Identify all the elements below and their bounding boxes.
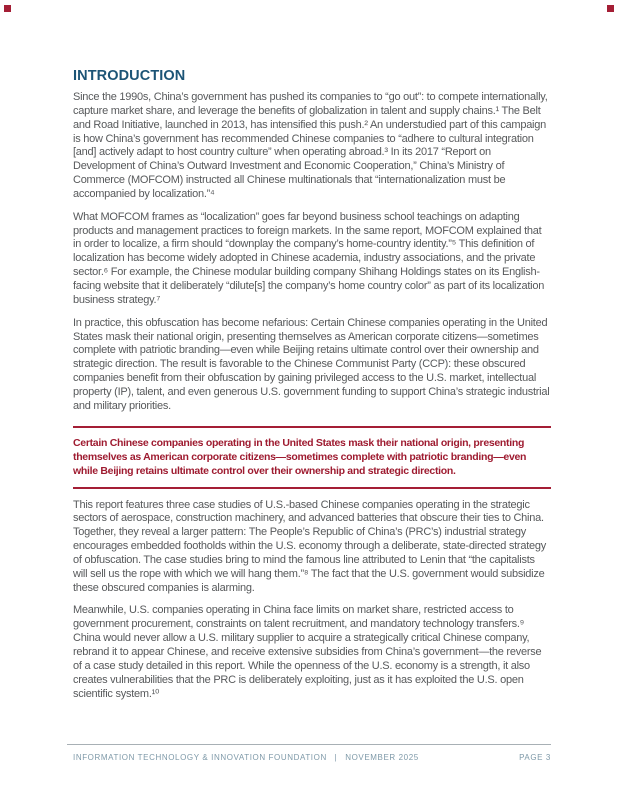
pull-quote-block	[73, 426, 551, 489]
corner-accent-right	[607, 5, 614, 12]
footer-page-number: PAGE 3	[519, 753, 551, 762]
footer-rule	[67, 744, 551, 745]
footer-org: INFORMATION TECHNOLOGY & INNOVATION FOUNDATION	[73, 753, 327, 762]
paragraph-4: This report features three case studies of U.S.-based Chinese companies operating in the strategic sectors of aerospace, construction machinery, and advanced batteries that obscure their ties to China. Together, they reveal a larger pattern: The People’s Republic of China’s (PRC’s) industrial strategy encourages embedded footholds within the U.S. economy through a deliberate, state-directed strategy of obfuscation. The case studies bring to mind the famous line attributed to Lenin that “the capitalists will sell us the rope with which we will hang them.”⁸ The fact that the U.S. government would subsidize these obscured companies is alarming.	[73, 498, 546, 594]
paragraph-2: What MOFCOM frames as “localization” goes far beyond business school teachings on adapting products and management practices to foreign markets. In the same report, MOFCOM explained that in order to localize, a firm should “downplay the company’s home-country identity.”⁵ This definition of localization has become widely adopted in Chinese academia, industry associations, and the private sector.⁶ For example, the Chinese modular building company Shihang Holdings states on its English-facing website that it deliberately “dilute[s] the company’s home country color” as part of its localization business strategy.⁷	[73, 210, 545, 306]
corner-accent-left	[4, 5, 11, 12]
footer-left	[73, 753, 419, 762]
footer-separator: |	[334, 753, 338, 762]
section-heading: INTRODUCTION	[73, 68, 186, 84]
paragraph-3: In practice, this obfuscation has become nefarious: Certain Chinese companies operating in the United States mask their national origin, presenting themselves as American corporate citizens—sometimes complete with patriotic branding—even while Beijing retains ultimate control over their ownership and strategic direction. The result is favorable to the Chinese Communist Party (CCP): these obscured companies benefit from their obfuscation by gaining privileged access to the U.S. market, intellectual property (IP), talent, and even generous U.S. government funding to support China’s strategic industrial and military priorities.	[73, 316, 550, 412]
page-footer	[67, 744, 551, 762]
footer-date: NOVEMBER 2025	[345, 753, 419, 762]
pull-quote-rule-top	[73, 426, 551, 428]
paragraph-1: Since the 1990s, China’s government has pushed its companies to “go out”: to compete internationally, capture market share, and leverage the benefits of globalization in talent and supply chains.¹ The Belt and Road Initiative, launched in 2013, has intensified this push.² An understudied part of this campaign is how China’s government has recommended Chinese companies to “adhere to cultural integration [and] actively adapt to host country culture” when operating abroad.³ In its 2017 “Report on Development of China’s Outward Investment and Economic Cooperation,” China’s Ministry of Commerce (MOFCOM) instructed all Chinese multinationals that “internationalization must be accompanied by localization.”⁴	[73, 91, 548, 200]
paragraph-5: Meanwhile, U.S. companies operating in China face limits on market share, restricted access to government procurement, constraints on talent recruitment, and mandatory technology transfers.⁹ China would never allow a U.S. military supplier to acquire a strategically critical Chinese company, rebrand it to appear Chinese, and receive extensive subsidies from China’s government—the reverse of a case study detailed in this report. While the openness of the U.S. economy is a strength, it also creates vulnerabilities that the PRC is deliberately exploiting, just as it has exploited the U.S. open scientific system.¹⁰	[73, 604, 542, 700]
pull-quote-text: Certain Chinese companies operating in the United States mask their national origin, presenting themselves as American corporate citizens—sometimes complete with patriotic branding—even while Beijing retains ultimate control over their ownership and strategic direction.	[73, 436, 527, 477]
page-content	[73, 68, 551, 710]
pull-quote-rule-bottom	[73, 487, 551, 489]
